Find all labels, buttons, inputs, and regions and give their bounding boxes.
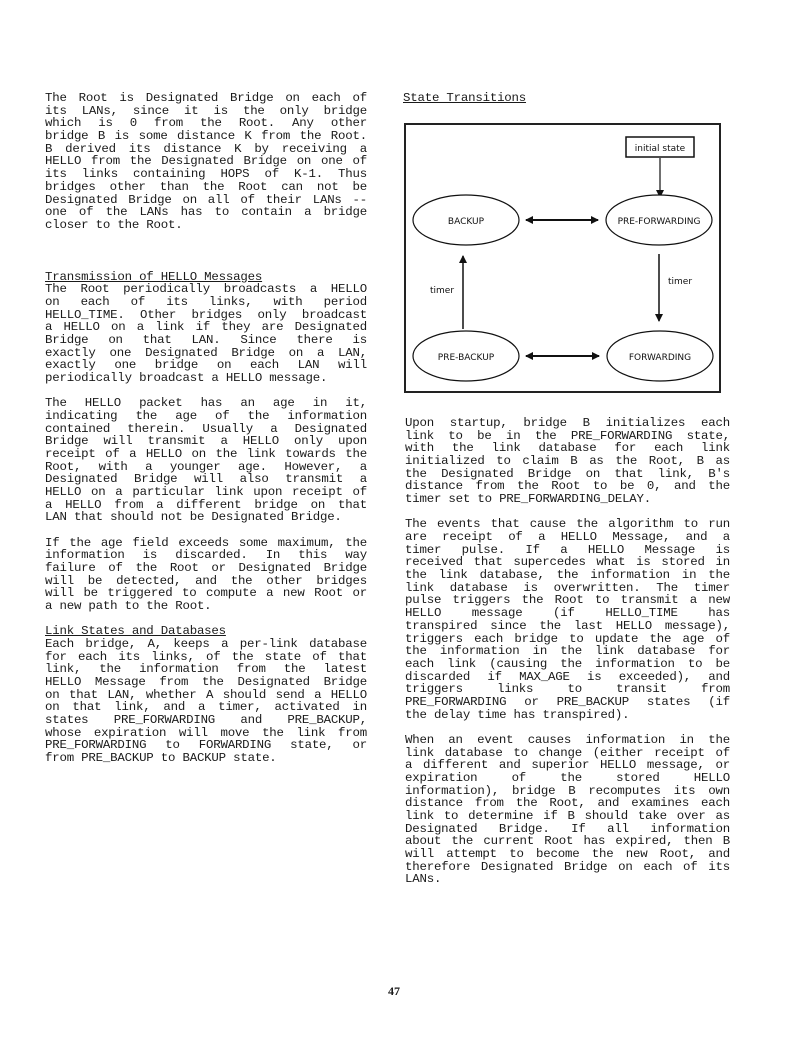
text-line: the link database, the information in the — [405, 569, 730, 582]
text-line: indicating the age of the information — [45, 409, 367, 423]
text-line: will be detected, and the other bridges — [45, 574, 367, 588]
text-line: B derived its distance K by receiving a — [45, 142, 367, 156]
text-line: from PRE_BACKUP to BACKUP state. — [45, 752, 277, 765]
text-line: Upon startup, bridge B initializes each — [405, 417, 730, 430]
text-line: a different and superior HELLO message, or — [405, 759, 730, 772]
paragraph-root-designated-bridge — [45, 92, 367, 232]
state-backup-label: BACKUP — [447, 217, 485, 227]
text-line: exactly one Designated Bridge on a LAN, — [45, 346, 367, 360]
state-pre-backup-label: PRE-BACKUP — [437, 353, 495, 363]
text-line: information is discarded. In this way — [45, 549, 367, 562]
text-line: HELLO message (if HELLO_TIME has — [405, 607, 730, 620]
paragraph-startup — [405, 417, 730, 506]
state-pre-backup — [413, 331, 519, 381]
timer-label-left: timer — [430, 286, 455, 296]
text-line: distance from the Root, and examines each — [405, 797, 730, 810]
text-line: therefore Designated Bridge on each of its — [405, 860, 730, 874]
text-line: contained therein. Usually a Designated — [45, 422, 367, 436]
right-column-heading — [403, 92, 733, 105]
text-line: Designated Bridge on all of their LANs -- — [45, 193, 367, 207]
text-line: each link (causing the information to be — [405, 657, 730, 671]
text-line: triggers links to transit from — [405, 683, 730, 696]
text-line: Root, with a younger age. However, a — [45, 460, 367, 474]
text-line: The Root periodically broadcasts a HELLO — [45, 283, 367, 296]
text-line: on that link, and a timer, activated in — [45, 701, 367, 715]
text-line: timer pulse. If a HELLO Message is — [405, 543, 730, 557]
paragraph-hello-age — [45, 397, 367, 524]
text-line: states PRE_FORWARDING and PRE_BACKUP, — [45, 714, 367, 727]
initial-state-label: initial state — [634, 144, 686, 154]
timer-label-right: timer — [668, 277, 693, 287]
text-line: Bridge on that LAN. Since there is — [45, 334, 367, 347]
text-line: expiration of the stored HELLO — [405, 771, 730, 785]
text-line: one of the LANs has to contain a bridge — [45, 206, 367, 219]
text-line: receipt of a HELLO on the link towards the — [45, 448, 367, 461]
text-line: link database is overwritten. The timer — [405, 581, 730, 595]
text-line: information), bridge B recomputes its own — [405, 784, 730, 798]
text-line: periodically broadcast a HELLO message. — [45, 372, 328, 385]
text-line: When an event causes information in the — [405, 733, 730, 747]
text-line: its links containing HOPS of K-1. Thus — [45, 168, 367, 181]
text-line: link database to change (either receipt of — [405, 746, 730, 760]
text-line: will attempt to become the new Root, and — [405, 848, 730, 861]
text-line: on each of its links, with period — [45, 295, 367, 309]
text-line: link, the information from the latest — [45, 663, 367, 676]
text-line: triggers each bridge to update the age of — [405, 632, 730, 646]
state-forwarding — [607, 331, 713, 381]
text-line: initialized to claim B as the Root, B as — [405, 455, 730, 468]
text-line: bridges other than the Root can not be — [45, 180, 367, 194]
state-pre-forwarding-label: PRE-FORWARDING — [617, 217, 701, 227]
page-number: 47 — [388, 984, 400, 998]
state-backup — [413, 195, 519, 245]
text-line: which is 0 from the Root. Any other — [45, 117, 367, 131]
state-transition-diagram — [404, 123, 721, 393]
paragraph-events — [405, 518, 730, 721]
text-line: PRE_FORWARDING to FORWARDING state, or — [45, 739, 367, 753]
text-line: timer set to PRE_FORWARDING_DELAY. — [405, 493, 652, 506]
text-line: on that LAN, whether A should send a HELLO — [45, 688, 367, 702]
text-line: the information in the link database for — [405, 645, 730, 658]
text-line: Bridge will transmit a HELLO only upon — [45, 435, 367, 448]
text-line: its LANs, since it is the only bridge — [45, 104, 367, 118]
text-line: a HELLO on a link if they are Designated — [45, 321, 367, 334]
text-line: a HELLO from a different bridge on that — [45, 498, 367, 512]
text-line: failure of the Root or Designated Bridge — [45, 562, 367, 575]
section-heading-link-states: Link States and Databases — [45, 624, 226, 639]
text-line: discarded if MAX_AGE is exceeded), and — [405, 670, 730, 684]
text-line: the delay time has transpired). — [405, 708, 630, 722]
left-column — [45, 92, 367, 765]
text-line: The Root is Designated Bridge on each of — [45, 92, 367, 105]
paragraph-hello-broadcast — [45, 283, 367, 385]
text-line: for each its links, of the state of that — [45, 650, 367, 664]
text-line: HELLO on a particular link upon receipt of — [45, 486, 367, 499]
text-line: LANs. — [405, 873, 442, 887]
text-line: a new path to the Root. — [45, 600, 212, 613]
text-line: link to be in the PRE_FORWARDING state, — [405, 429, 730, 443]
text-line: link to determine if B should take over as — [405, 809, 730, 823]
text-line: with the link database for each link — [405, 442, 730, 456]
text-line: PRE_FORWARDING or PRE_BACKUP states (if — [405, 695, 730, 709]
section-heading-state-transitions: State Transitions — [403, 91, 527, 105]
text-line: Each bridge, A, keeps a per-link database — [45, 637, 367, 651]
text-line: If the age field exceeds some maximum, the — [45, 536, 367, 550]
text-line: will be triggered to compute a new Root or — [45, 587, 367, 601]
text-line: distance from the Root to be 0, and the — [405, 480, 730, 494]
text-line: exactly one bridge on each LAN will — [45, 359, 367, 373]
paragraph-link-database — [45, 638, 367, 765]
section-heading-transmission-hello: Transmission of HELLO Messages — [45, 269, 263, 284]
text-line: LAN that should not be Designated Bridge. — [45, 511, 342, 525]
text-line: are receipt of a HELLO Message, and a — [405, 531, 730, 544]
text-line: HELLO_TIME. Other bridges only broadcast — [45, 308, 367, 322]
text-line: whose expiration will move the link from — [45, 726, 367, 740]
paragraph-recompute — [405, 734, 730, 886]
paragraph-age-exceeded — [45, 537, 367, 613]
text-line: pulse triggers the Root to transmit a new — [405, 594, 730, 608]
text-line: about the current Root has expired, then B — [405, 835, 730, 848]
text-line: transpired since the last HELLO message), — [405, 619, 730, 633]
text-line: Designated Bridge will also transmit a — [45, 473, 367, 487]
text-line: HELLO Message from the Designated Bridge — [45, 676, 367, 689]
initial-state-box — [626, 137, 694, 157]
state-pre-forwarding — [606, 195, 712, 245]
text-line: received that supercedes what is stored in — [405, 556, 730, 570]
text-line: closer to the Root. — [45, 218, 183, 232]
right-column — [405, 417, 730, 886]
text-line: bridge B is some distance K from the Root. — [45, 130, 367, 143]
text-line: the Designated Bridge on that link, B's — [405, 467, 730, 481]
state-forwarding-label: FORWARDING — [628, 353, 692, 363]
text-line: Designated Bridge. If all information — [405, 822, 730, 836]
text-line: The events that cause the algorithm to run — [405, 518, 730, 531]
text-line: HELLO from the Designated Bridge on one of — [45, 155, 367, 169]
text-line: The HELLO packet has an age in it, — [45, 397, 367, 410]
